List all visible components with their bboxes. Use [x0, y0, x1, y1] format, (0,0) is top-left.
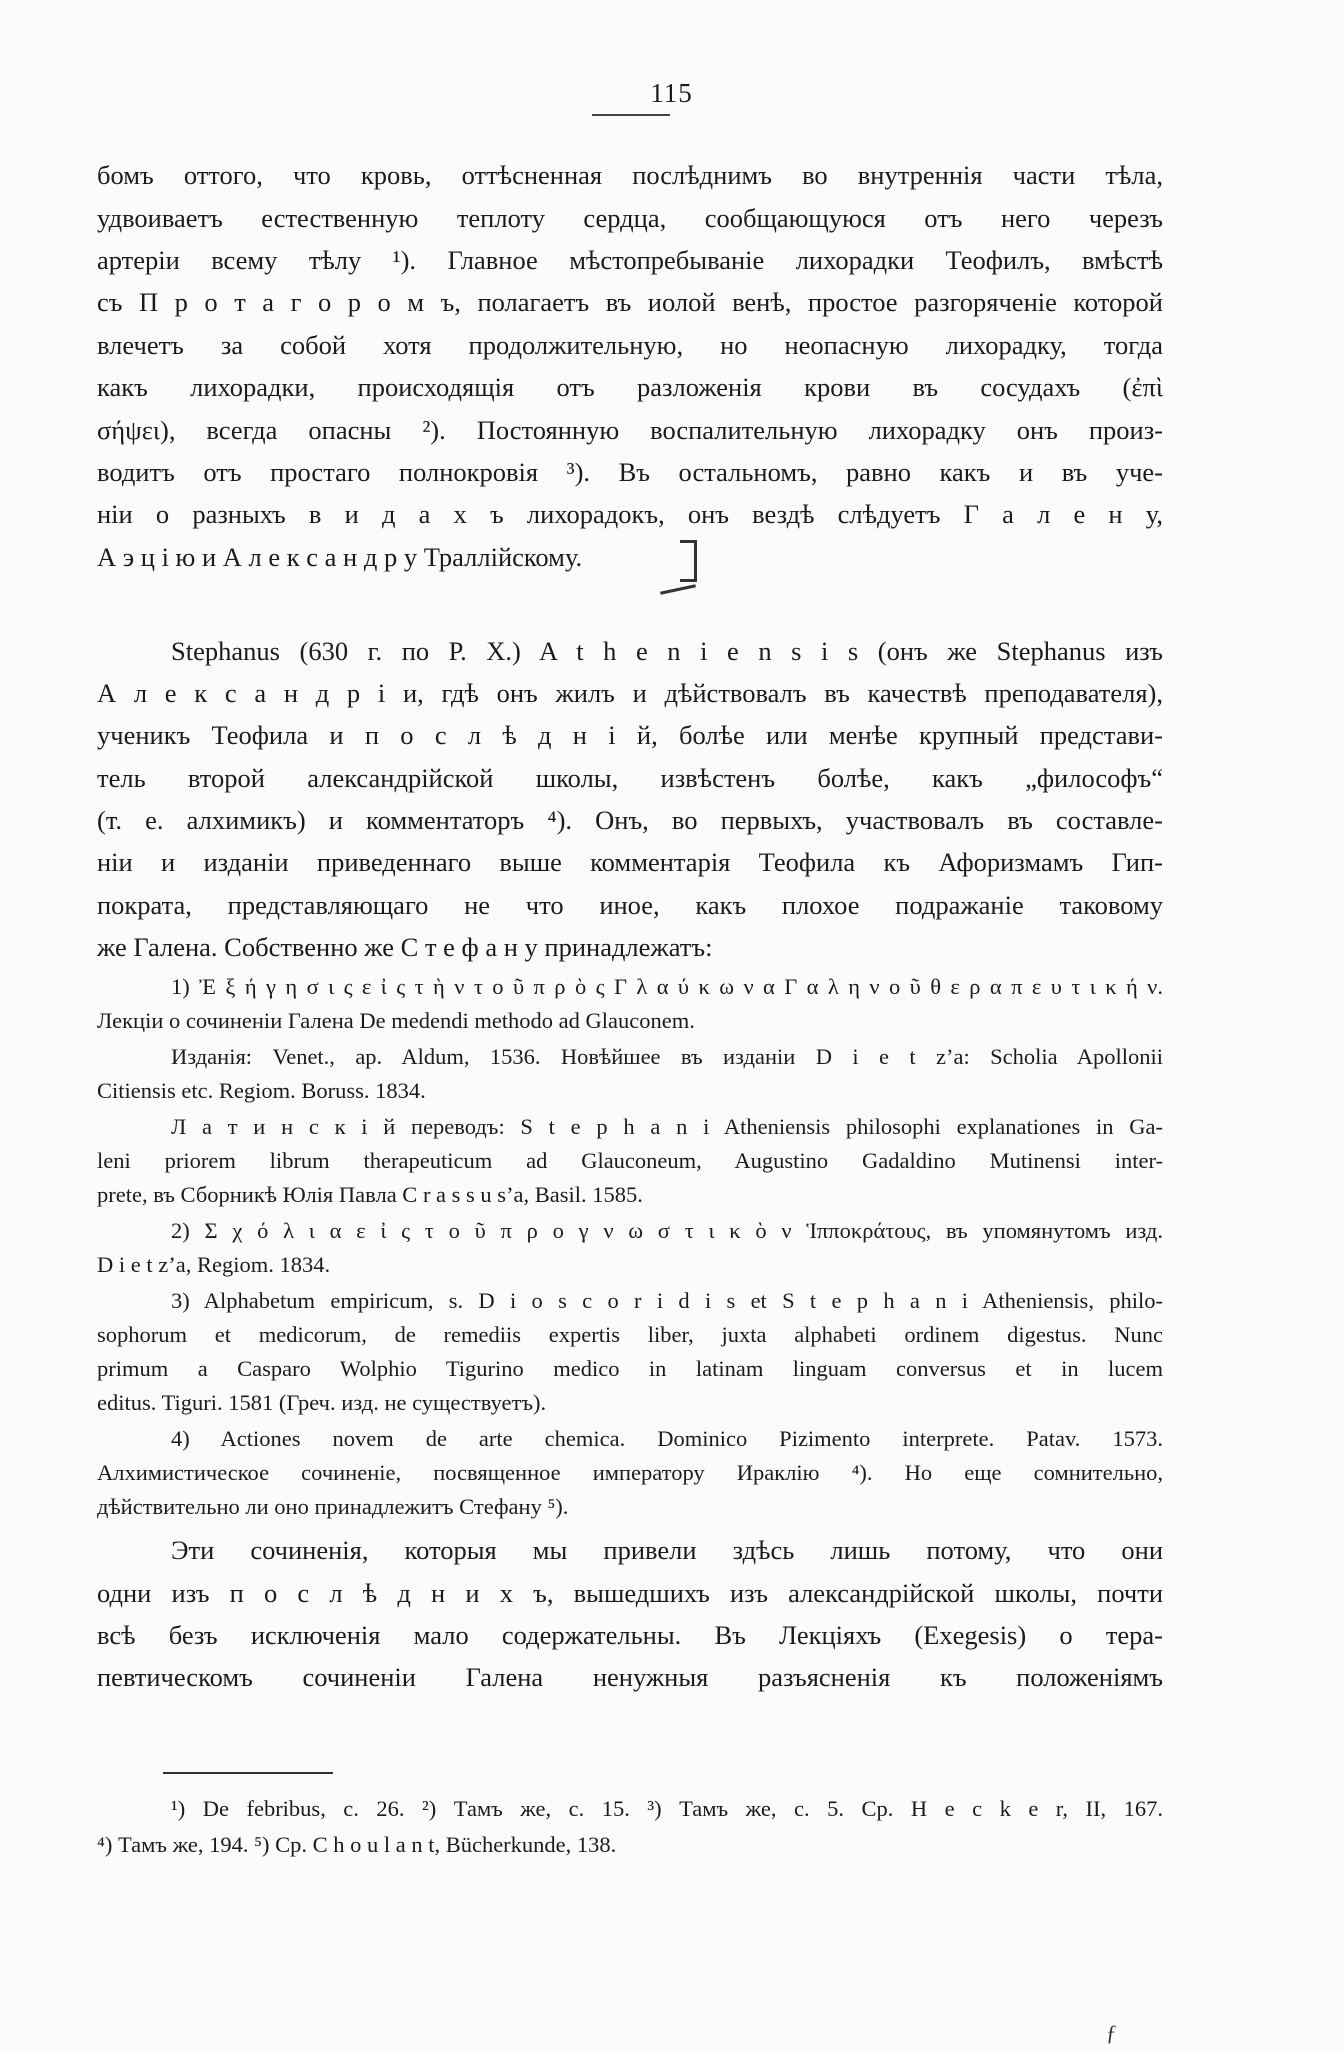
text-line: водитъ отъ простаго полнокровія ³). Въ остальномъ, равно какъ и въ уче- [97, 457, 1163, 487]
page-number: 115 [650, 78, 693, 108]
text-line: ніи о разныхъ в и д а х ъ лихорадокъ, онъ вездѣ слѣдуетъ Г а л е н у, [97, 499, 1163, 529]
text-line: Изданія: Venet., ap. Aldum, 1536. Новѣйшее въ изданіи D i e t z’а: Scholia Apollonii [171, 1044, 1163, 1069]
text-line: 1) Ἐ ξ ή γ η σ ι ς ε ἰ ς τ ὴ ν τ ο ῦ π ρ ὸ ς Γ λ α ύ κ ω ν α Γ α λ η ν ο ῦ θ ε ρ α π ε υ τ ι κ ή ν. [171, 974, 1163, 999]
text-line: Эти сочиненія, которыя мы привели здѣсь лишь потому, что они [171, 1535, 1163, 1565]
text-line: Лекціи о сочиненіи Галена De medendi methodo ad Glauconem. [97, 1008, 695, 1033]
text-line: Алхимистическое сочиненіе, посвященное императору Ираклію ⁴). Но еще сомнительно, [97, 1460, 1163, 1485]
text-line: 4) Actiones novem de arte chemica. Dominico Pizimento interprete. Patav. 1573. [171, 1426, 1163, 1451]
text-line: 3) Alphabetum empiricum, s. D i o s c o r i d i s et S t e p h a n i Atheniensis, philo- [171, 1288, 1163, 1313]
footnote-line: ¹) De febribus, с. 26. ²) Тамъ же, с. 15. ³) Тамъ же, с. 5. Ср. H e c k e r, II, 167. [171, 1796, 1163, 1821]
text-line: Citiensis etc. Regiom. Boruss. 1834. [97, 1078, 426, 1103]
handwritten-bracket [680, 540, 697, 582]
text-line: А э ц і ю и А л е к с а н д р у Траллійскому. [97, 542, 583, 572]
page-number-underline [592, 114, 670, 116]
text-line: же Галена. Собственно же С т е ф а н у принадлежатъ: [97, 932, 713, 962]
footnote-line: ⁴) Тамъ же, 194. ⁵) Ср. C h o u l a n t, Bücherkunde, 138. [97, 1832, 617, 1857]
text-line: Л а т и н с к і й переводъ: S t e p h a n i Atheniensis philosophi explanationes in Ga- [171, 1114, 1163, 1139]
text-line: ученикъ Теофила и п о с л ѣ д н і й, болѣе или менѣе крупный представи- [97, 720, 1163, 750]
text-line: удвоиваетъ естественную теплоту сердца, сообщающуюся отъ него черезъ [97, 203, 1163, 233]
text-line: певтическомъ сочиненіи Галена ненужныя разъясненія къ положеніямъ [97, 1662, 1163, 1692]
text-line: влечетъ за собой хотя продолжительную, но неопасную лихорадку, тогда [97, 330, 1163, 360]
text-line: leni priorem librum therapeuticum ad Glauconeum, Augustino Gadaldino Mutinensi inter- [97, 1148, 1163, 1173]
text-line: всѣ безъ исключенія мало содержательны. Въ Лекціяхъ (Exegesis) о тера- [97, 1620, 1163, 1650]
text-line: пократа, представляющаго не что иное, какъ плохое подражаніе таковому [97, 890, 1163, 920]
text-line: editus. Tiguri. 1581 (Греч. изд. не существуетъ). [97, 1390, 547, 1415]
footnote-separator [163, 1772, 333, 1774]
text-line: дѣйствительно ли оно принадлежитъ Стефану ⁵). [97, 1494, 569, 1519]
text-line: А л е к с а н д р і и, гдѣ онъ жилъ и дѣйствовалъ въ качествѣ преподавателя), [97, 678, 1163, 708]
text-line: σήψει), всегда опасны ²). Постоянную воспалительную лихорадку онъ произ- [97, 415, 1163, 445]
text-line: тель второй александрійской школы, извѣстенъ болѣе, какъ „философъ“ [97, 763, 1163, 793]
text-line: D i e t z’а, Regiom. 1834. [97, 1252, 331, 1277]
ink-speck: ƒ [1106, 2020, 1117, 2045]
handwritten-stroke [660, 584, 696, 594]
text-line: Stephanus (630 г. по Р. Х.) A t h e n i e n s i s (онъ же Stephanus изъ [171, 636, 1163, 666]
text-line: съ П р о т а г о р о м ъ, полагаетъ въ иолой венѣ, простое разгоряченіе которой [97, 287, 1163, 317]
text-line: (т. е. алхимикъ) и комментаторъ ⁴). Онъ, во первыхъ, участвовалъ въ составле- [97, 805, 1163, 835]
text-line: одни изъ п о с л ѣ д н и х ъ, вышедшихъ изъ александрійской школы, почти [97, 1578, 1163, 1608]
text-line: primum a Casparo Wolphio Tigurino medico in latinam linguam conversus et in lucem [97, 1356, 1163, 1381]
text-line: артеріи всему тѣлу ¹). Главное мѣстопребываніе лихорадки Теофилъ, вмѣстѣ [97, 245, 1163, 275]
text-line: prete, въ Сборникѣ Юлія Павла C r a s s u s’а, Basil. 1585. [97, 1182, 643, 1207]
text-line: 2) Σ χ ό λ ι α ε ἰ ς τ ο ῦ π ρ ο γ ν ω σ τ ι κ ὸ ν Ἱπποκράτους, въ упомянутомъ изд. [171, 1218, 1163, 1243]
text-line: какъ лихорадки, происходящія отъ разложенія крови въ сосудахъ (ἐπὶ [97, 372, 1163, 402]
text-line: ніи и изданіи приведеннаго выше комментарія Теофила къ Афоризмамъ Гип- [97, 847, 1163, 877]
text-line: sophorum et medicorum, de remediis expertis liber, juxta alphabeti ordinem digestus. Nunc [97, 1322, 1163, 1347]
text-line: бомъ оттого, что кровь, оттѣсненная послѣднимъ во внутреннія части тѣла, [97, 160, 1163, 190]
